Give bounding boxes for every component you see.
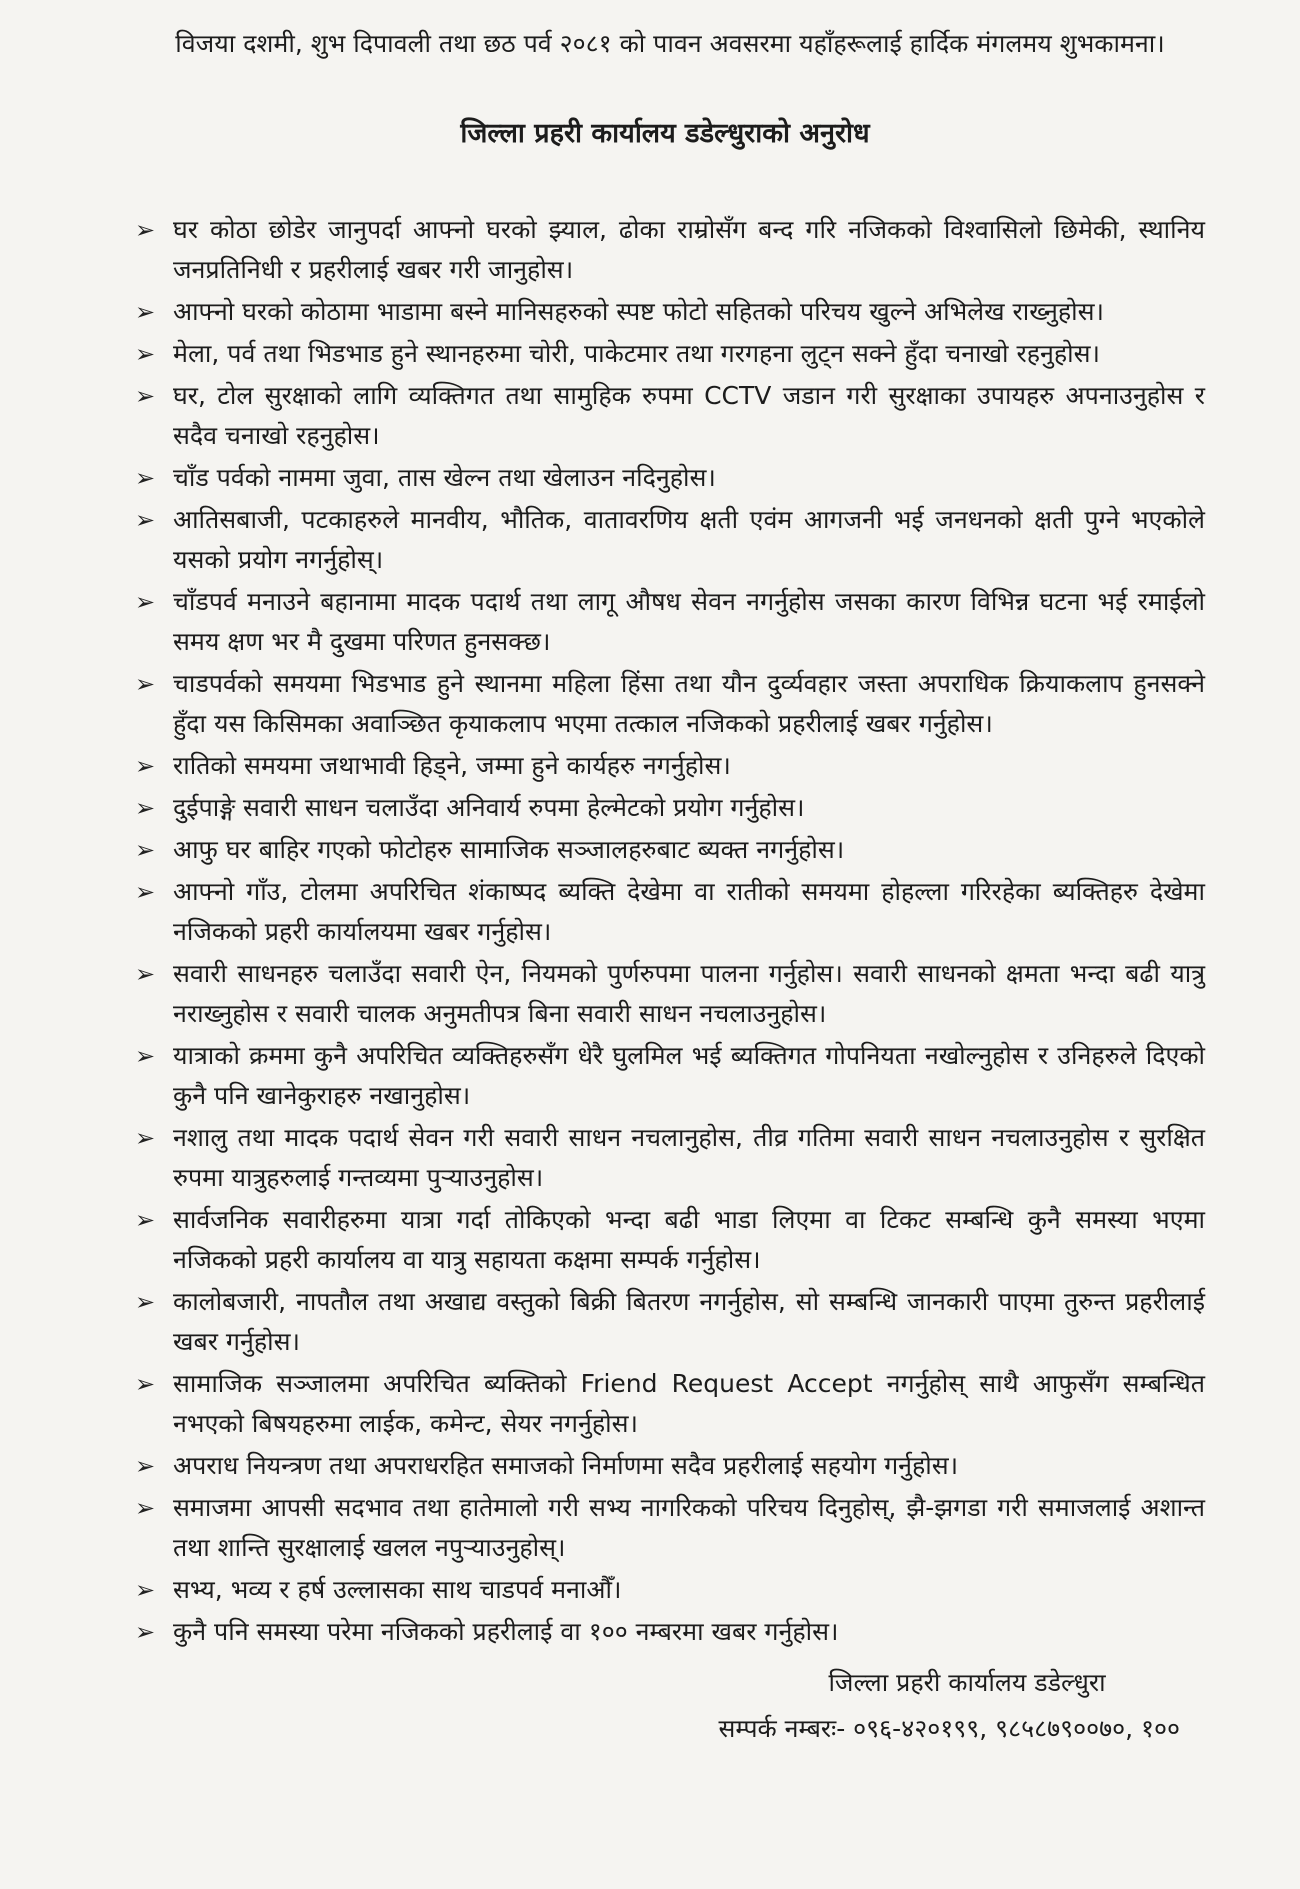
list-item	[135, 872, 1205, 952]
arrow-right-icon: ➢	[135, 1042, 156, 1070]
list-item-text: चाँडपर्व मनाउने बहानामा मादक पदार्थ तथा लागू औषध सेवन नगर्नुहोस जसका कारण विभिन्न घटना भई रमाईलो समय क्षण भर मै दुखमा परिणत हुनसक्छ।	[173, 587, 1205, 656]
list-item	[135, 1036, 1205, 1116]
request-list	[0, 210, 1300, 1652]
arrow-right-icon: ➢	[135, 588, 156, 616]
list-item	[135, 1570, 1205, 1610]
list-item-text: सवारी साधनहरु चलाउँदा सवारी ऐन, नियमको पुर्णरुपमा पालना गर्नुहोस। सवारी साधनको क्षमता भन्दा बढी यात्रु नराख्नुहोस र सवारी चालक अनुमतीपत्र बिना सवारी साधन नचलाउनुहोस।	[173, 959, 1205, 1028]
list-item	[135, 954, 1205, 1034]
list-item	[135, 1118, 1205, 1198]
arrow-right-icon: ➢	[135, 752, 156, 780]
list-item-text: आतिसबाजी, पटकाहरुले मानवीय, भौतिक, वातावरणिय क्षती एवंम आगजनी भई जनधनको क्षती पुग्ने भएकोले यसको प्रयोग नगर्नुहोस्।	[173, 505, 1205, 574]
list-item	[135, 1200, 1205, 1280]
list-item	[135, 746, 1205, 786]
arrow-right-icon: ➢	[135, 1576, 156, 1604]
arrow-right-icon: ➢	[135, 1124, 156, 1152]
list-item	[135, 1488, 1205, 1568]
signature-office-name: जिल्ला प्रहरी कार्यालय डडेल्धुरा	[828, 1668, 1106, 1697]
list-item-text: रातिको समयमा जथाभावी हिड्ने, जम्मा हुने कार्यहरु नगर्नुहोस।	[173, 751, 731, 780]
list-item-text: चाडपर्वको समयमा भिडभाड हुने स्थानमा महिला हिंसा तथा यौन दुर्व्यवहार जस्ता अपराधिक क्रियाकलाप हुनसक्ने हुँदा यस किसिमका अवाञ्छित कृयाकलाप भएमा तत्काल नजिकको प्रहरीलाई खबर गर्नुहोस।	[173, 669, 1205, 738]
list-item-text: अपराध नियन्त्रण तथा अपराधरहित समाजको निर्माणमा सदैव प्रहरीलाई सहयोग गर्नुहोस।	[173, 1451, 959, 1480]
list-item	[135, 292, 1205, 332]
list-item	[135, 1446, 1205, 1486]
list-item	[135, 664, 1205, 744]
list-item-text: सामाजिक सञ्जालमा अपरिचित ब्यक्तिको Friend Request Accept नगर्नुहोस् साथै आफुसँग सम्बन्धित नभएको बिषयहरुमा लाईक, कमेन्ट, सेयर नगर्नुहोस।	[173, 1369, 1205, 1438]
list-item	[135, 376, 1205, 456]
list-item-text: नशालु तथा मादक पदार्थ सेवन गरी सवारी साधन नचलानुहोस, तीव्र गतिमा सवारी साधन नचलाउनुहोस र सुरक्षित रुपमा यात्रुहरुलाई गन्तव्यमा पुऱ्याउनुहोस।	[173, 1123, 1205, 1192]
list-item-text: सार्वजनिक सवारीहरुमा यात्रा गर्दा तोकिएको भन्दा बढी भाडा लिएमा वा टिकट सम्बन्धि कुनै समस्या भएमा नजिकको प्रहरी कार्यालय वा यात्रु सहायता कक्षमा सम्पर्क गर्नुहोस।	[173, 1205, 1205, 1274]
list-item-text: आफु घर बाहिर गएको फोटोहरु सामाजिक सञ्जालहरुबाट ब्यक्त नगर्नुहोस।	[173, 835, 845, 864]
list-item-text: चाँड पर्वको नाममा जुवा, तास खेल्न तथा खेलाउन नदिनुहोस।	[173, 463, 716, 492]
list-item	[135, 788, 1205, 828]
list-item	[135, 210, 1205, 290]
arrow-right-icon: ➢	[135, 382, 156, 410]
arrow-right-icon: ➢	[135, 1288, 156, 1316]
list-item	[135, 582, 1205, 662]
signature-block	[718, 1660, 1180, 1752]
list-item-text: दुईपाङ्गे सवारी साधन चलाउँदा अनिवार्य रुपमा हेल्मेटको प्रयोग गर्नुहोस।	[173, 793, 805, 822]
list-item-text: घर कोठा छोडेर जानुपर्दा आफ्नो घरको झ्याल, ढोका राम्रोसँग बन्द गरि नजिकको विश्वासिलो छिमेकी, स्थानिय जनप्रतिनिधी र प्रहरीलाई खबर गरी जानुहोस।	[173, 215, 1205, 284]
arrow-right-icon: ➢	[135, 794, 156, 822]
list-item-text: घर, टोल सुरक्षाको लागि व्यक्तिगत तथा सामुहिक रुपमा CCTV जडान गरी सुरक्षाका उपायहरु अपनाउनुहोस र सदैव चनाखो रहनुहोस।	[173, 381, 1205, 450]
list-item	[135, 458, 1205, 498]
list-item-text: कालोबजारी, नापतौल तथा अखाद्य वस्तुको बिक्री बितरण नगर्नुहोस, सो सम्बन्धि जानकारी पाएमा तुरुन्त प्रहरीलाई खबर गर्नुहोस।	[173, 1287, 1205, 1356]
arrow-right-icon: ➢	[135, 216, 156, 244]
arrow-right-icon: ➢	[135, 340, 156, 368]
contact-numbers: सम्पर्क नम्बरः- ०९६-४२०१९९, ९८५८७९००७०, १००	[718, 1714, 1180, 1743]
list-item-text: समाजमा आपसी सदभाव तथा हातेमालो गरी सभ्य नागरिकको परिचय दिनुहोस्, झै-झगडा गरी समाजलाई अशान्त तथा शान्ति सुरक्षालाई खलल नपुऱ्याउनुहोस्।	[173, 1493, 1205, 1562]
list-item-text: यात्राको क्रममा कुनै अपरिचित व्यक्तिहरुसँग धेरै घुलमिल भई ब्यक्तिगत गोपनियता नखोल्नुहोस र उनिहरुले दिएको कुनै पनि खानेकुराहरु नखानुहोस।	[173, 1041, 1205, 1110]
arrow-right-icon: ➢	[135, 464, 156, 492]
notice-title: जिल्ला प्रहरी कार्यालय डडेल्धुराको अनुरोध	[460, 118, 870, 149]
list-item-text: आफ्नो गाँउ, टोलमा अपरिचित शंकाष्पद ब्यक्ति देखेमा वा रातीको समयमा होहल्ला गरिरहेका ब्यक्तिहरु देखेमा नजिकको प्रहरी कार्यालयमा खबर गर्नुहोस।	[173, 877, 1205, 946]
greeting-line: विजया दशमी, शुभ दिपावली तथा छठ पर्व २०८१ को पावन अवसरमा यहाँहरूलाई हार्दिक मंगलमय शुभकामना।	[175, 29, 1165, 58]
list-item	[135, 1282, 1205, 1362]
list-item	[135, 500, 1205, 580]
list-item-text: कुनै पनि समस्या परेमा नजिकको प्रहरीलाई वा १०० नम्बरमा खबर गर्नुहोस।	[173, 1617, 839, 1646]
arrow-right-icon: ➢	[135, 1452, 156, 1480]
list-item-text: मेला, पर्व तथा भिडभाड हुने स्थानहरुमा चोरी, पाकेटमार तथा गरगहना लुट्न सक्ने हुँदा चनाखो रहनुहोस।	[173, 339, 1100, 368]
arrow-right-icon: ➢	[135, 1618, 156, 1646]
list-item	[135, 830, 1205, 870]
list-item	[135, 1364, 1205, 1444]
arrow-right-icon: ➢	[135, 506, 156, 534]
arrow-right-icon: ➢	[135, 960, 156, 988]
list-item	[135, 1612, 1205, 1652]
arrow-right-icon: ➢	[135, 878, 156, 906]
list-item-text: सभ्य, भव्य र हर्ष उल्लासका साथ चाडपर्व मनाऔँ।	[173, 1575, 622, 1604]
arrow-right-icon: ➢	[135, 670, 156, 698]
arrow-right-icon: ➢	[135, 1370, 156, 1398]
list-item	[135, 334, 1205, 374]
arrow-right-icon: ➢	[135, 1206, 156, 1234]
list-item-text: आफ्नो घरको कोठामा भाडामा बस्ने मानिसहरुको स्पष्ट फोटो सहितको परिचय खुल्ने अभिलेख राख्नुहोस।	[173, 297, 1105, 326]
arrow-right-icon: ➢	[135, 836, 156, 864]
arrow-right-icon: ➢	[135, 298, 156, 326]
arrow-right-icon: ➢	[135, 1494, 156, 1522]
